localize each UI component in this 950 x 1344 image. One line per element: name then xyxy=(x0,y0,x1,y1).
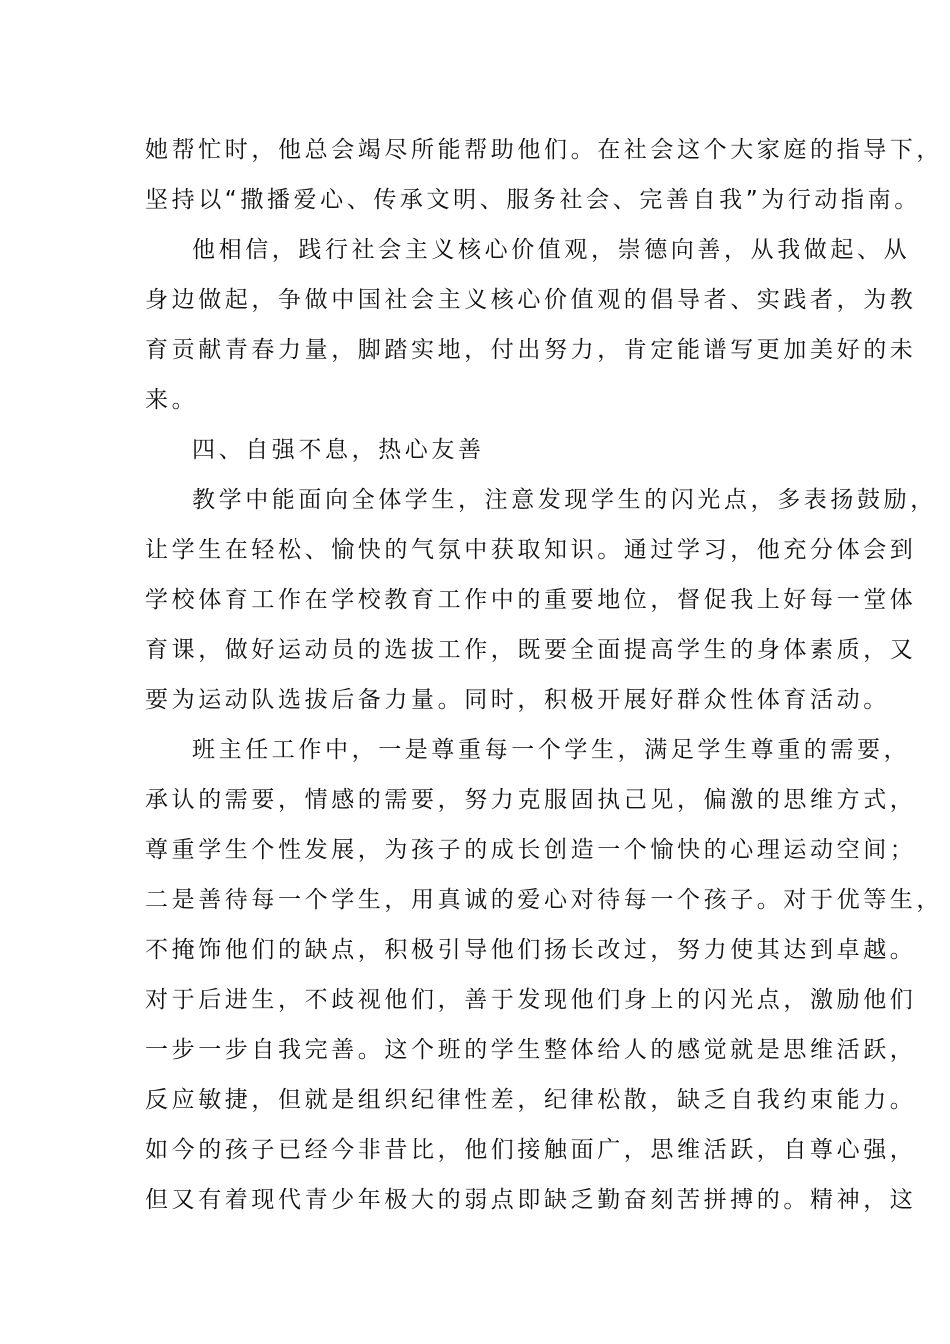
paragraph-start-line: 教学中能面向全体学生，注意发现学生的闪光点，多表扬鼓励， xyxy=(192,487,937,513)
text-line: 承认的需要，情感的需要，努力克服固执己见，偏激的思维方式， xyxy=(145,787,917,813)
text-line: 让学生在轻松、愉快的气氛中获取知识。通过学习，他充分体会到 xyxy=(145,537,917,563)
text-line: 来。 xyxy=(145,387,199,413)
text-line: 二是善待每一个学生，用真诚的爱心对待每一个孩子。对于优等生， xyxy=(145,887,943,913)
text-line: 对于后进生，不歧视他们，善于发现他们身上的闪光点，激励他们 xyxy=(145,987,917,1013)
text-line: 反应敏捷，但就是组织纪律性差，纪律松散，缺乏自我约束能力。 xyxy=(145,1087,917,1113)
text-line: 学校体育工作在学校教育工作中的重要地位，督促我上好每一堂体 xyxy=(145,587,917,613)
text-line: 育课，做好运动员的选拔工作，既要全面提高学生的身体素质，又 xyxy=(145,637,917,663)
text-line: 如今的孩子已经今非昔比，他们接触面广，思维活跃，自尊心强， xyxy=(145,1137,917,1163)
text-line: 坚持以“撒播爱心、传承文明、服务社会、完善自我”为行动指南。 xyxy=(145,187,921,213)
text-line: 她帮忙时，他总会竭尽所能帮助他们。在社会这个大家庭的指导下， xyxy=(145,137,943,163)
text-line: 不掩饰他们的缺点，积极引导他们扬长改过，努力使其达到卓越。 xyxy=(145,937,917,963)
paragraph-start-line: 他相信，践行社会主义核心价值观，崇德向善，从我做起、从 xyxy=(192,237,911,263)
text-line: 尊重学生个性发展，为孩子的成长创造一个愉快的心理运动空间； xyxy=(145,837,917,863)
text-line: 育贡献青春力量，脚踏实地，付出努力，肯定能谱写更加美好的未 xyxy=(145,337,917,363)
text-line: 身边做起，争做中国社会主义核心价值观的倡导者、实践者，为教 xyxy=(145,287,917,313)
text-line: 要为运动队选拔后备力量。同时，积极开展好群众性体育活动。 xyxy=(145,687,890,713)
section-heading: 四、自强不息，热心友善 xyxy=(192,437,485,463)
text-line: 一步一步自我完善。这个班的学生整体给人的感觉就是思维活跃， xyxy=(145,1037,917,1063)
text-line: 但又有着现代青少年极大的弱点即缺乏勤奋刻苦拼搏的。精神，这 xyxy=(145,1187,917,1213)
paragraph-start-line: 班主任工作中，一是尊重每一个学生，满足学生尊重的需要， xyxy=(192,737,911,763)
